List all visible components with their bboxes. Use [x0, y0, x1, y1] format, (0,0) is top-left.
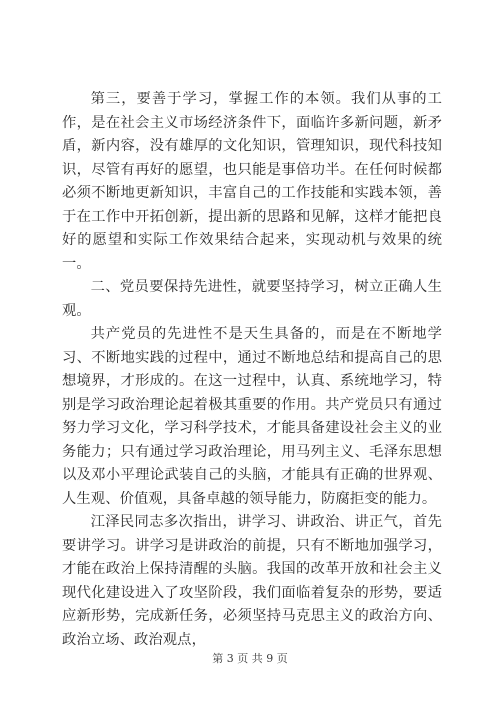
- page-number-footer: 第 3 页 共 9 页: [212, 652, 288, 665]
- paragraph-study-skills: 第三，要善于学习，掌握工作的本领。我们从事的工作，是在社会主义市场经济条件下，面临许多新问题，新矛盾，新内容，没有雄厚的文化知识，管理知识，现代科技知识，尽管有再好的愿望，也只能是事倍功半。在任何时候都必须不断地更新知识，丰富自己的工作技能和实践本领，善于在工作中开拓创新，提出新的思路和见解，这样才能把良好的愿望和实际工作效果结合起来，实现动机与效果的统一。: [62, 91, 442, 272]
- paragraph-jiang-zemin: 江泽民同志多次指出，讲学习、讲政治、讲正气，首先要讲学习。讲学习是讲政治的前提，只有不断地加强学习，才能在政治上保持清醒的头脑。我国的改革开放和社会主义现代化建设进入了攻坚阶段，我们面临着复杂的形势，要适应新形势，完成新任务，必须坚持马克思主义的政治方向、政治立场、政治观点，: [62, 514, 442, 648]
- paragraph-advancement: 共产党员的先进性不是天生具备的，而是在不断地学习、不断地实践的过程中，通过不断地总结和提高自己的思想境界，才形成的。在这一过程中，认真、系统地学习，特别是学习政治理论起着极其重要的作用。共产党员只有通过努力学习文化，学习科学技术，才能具备建设社会主义的业务能力；只有通过学习政治理论，用马列主义、毛泽东思想以及邓小平理论武装自己的头脑，才能具有正确的世界观、人生观、价值观，具备卓越的领导能力，防腐拒变的能力。: [62, 326, 442, 507]
- section-heading-two: 二、党员要保持先进性，就要坚持学习，树立正确人生观。: [62, 279, 442, 319]
- document-body: [62, 88, 442, 652]
